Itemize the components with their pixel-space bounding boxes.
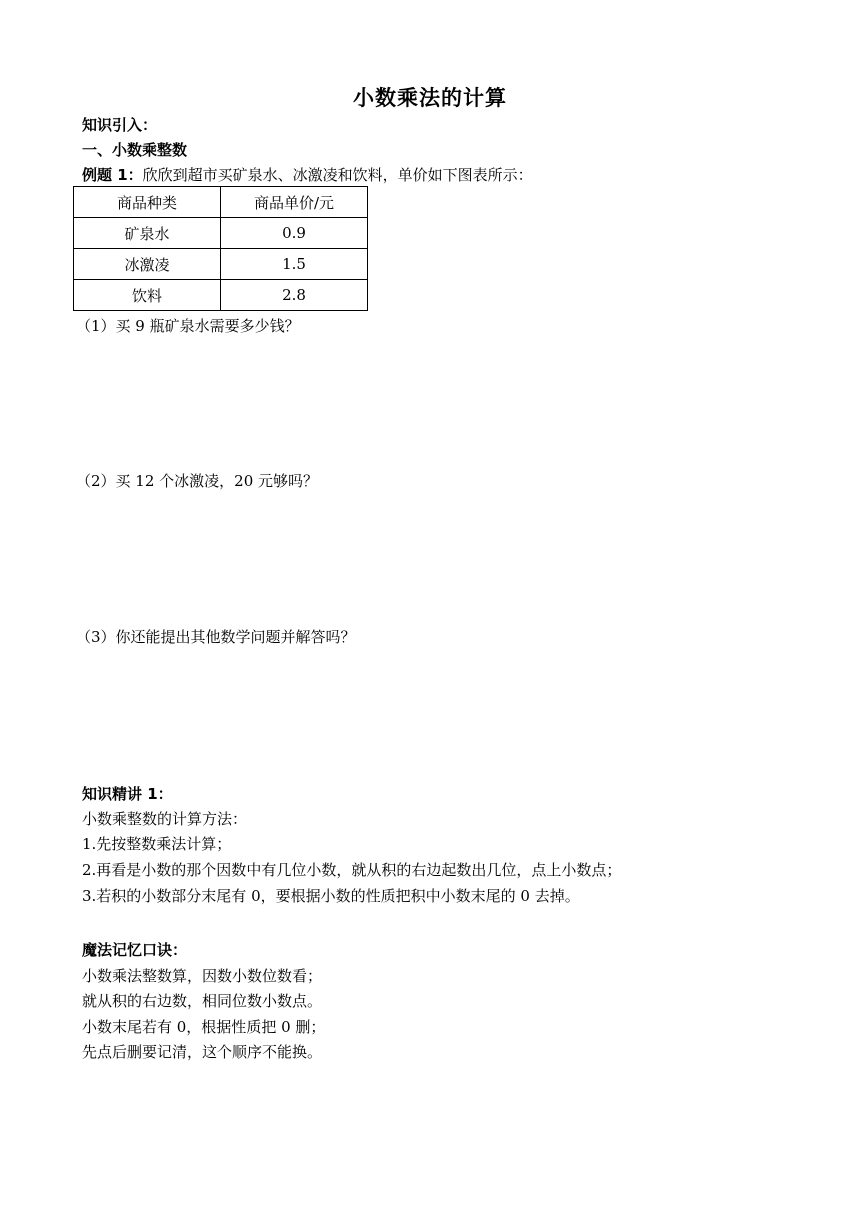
knowledge-heading: 知识精讲 1： <box>82 785 173 803</box>
price-table <box>73 186 368 311</box>
table-cell: 饮料 <box>74 280 221 311</box>
knowledge-line: 1.先按整数乘法计算； <box>82 835 232 853</box>
mnemonic-line: 小数乘法整数算，因数小数位数看； <box>82 967 323 985</box>
intro-heading: 知识引入： <box>82 116 158 134</box>
table-cell: 0.9 <box>221 218 368 249</box>
table-row <box>74 280 368 311</box>
page-title: 小数乘法的计算 <box>353 86 507 110</box>
question-3: （3）你还能提出其他数学问题并解答吗？ <box>76 628 356 646</box>
example-text: 欣欣到超市买矿泉水、冰激凌和饮料，单价如下图表所示： <box>142 166 533 184</box>
question-1: （1）买 9 瓶矿泉水需要多少钱？ <box>76 317 300 335</box>
table-cell: 1.5 <box>221 249 368 280</box>
mnemonic-heading: 魔法记忆口诀： <box>82 941 188 959</box>
mnemonic-line: 就从积的右边数，相同位数小数点。 <box>82 992 323 1010</box>
knowledge-line: 3.若积的小数部分末尾有 0，要根据小数的性质把积中小数末尾的 0 去掉。 <box>82 887 580 905</box>
table-header-cell: 商品种类 <box>74 187 221 218</box>
table-header-cell: 商品单价/元 <box>221 187 368 218</box>
example-1 <box>82 164 533 185</box>
table-cell: 冰激凌 <box>74 249 221 280</box>
mnemonic-line: 先点后删要记清，这个顺序不能换。 <box>82 1043 323 1061</box>
table-header-row <box>74 187 368 218</box>
table-cell: 矿泉水 <box>74 218 221 249</box>
section-heading: 一、小数乘整数 <box>82 141 188 159</box>
question-2: （2）买 12 个冰激凌，20 元够吗？ <box>76 472 319 490</box>
table-cell: 2.8 <box>221 280 368 311</box>
knowledge-line: 小数乘整数的计算方法： <box>82 810 248 828</box>
table-row <box>74 218 368 249</box>
knowledge-line: 2.再看是小数的那个因数中有几位小数，就从积的右边起数出几位，点上小数点； <box>82 861 622 879</box>
table-row <box>74 249 368 280</box>
example-label: 例题 1： <box>82 166 143 184</box>
mnemonic-line: 小数末尾若有 0，根据性质把 0 删； <box>82 1018 326 1036</box>
